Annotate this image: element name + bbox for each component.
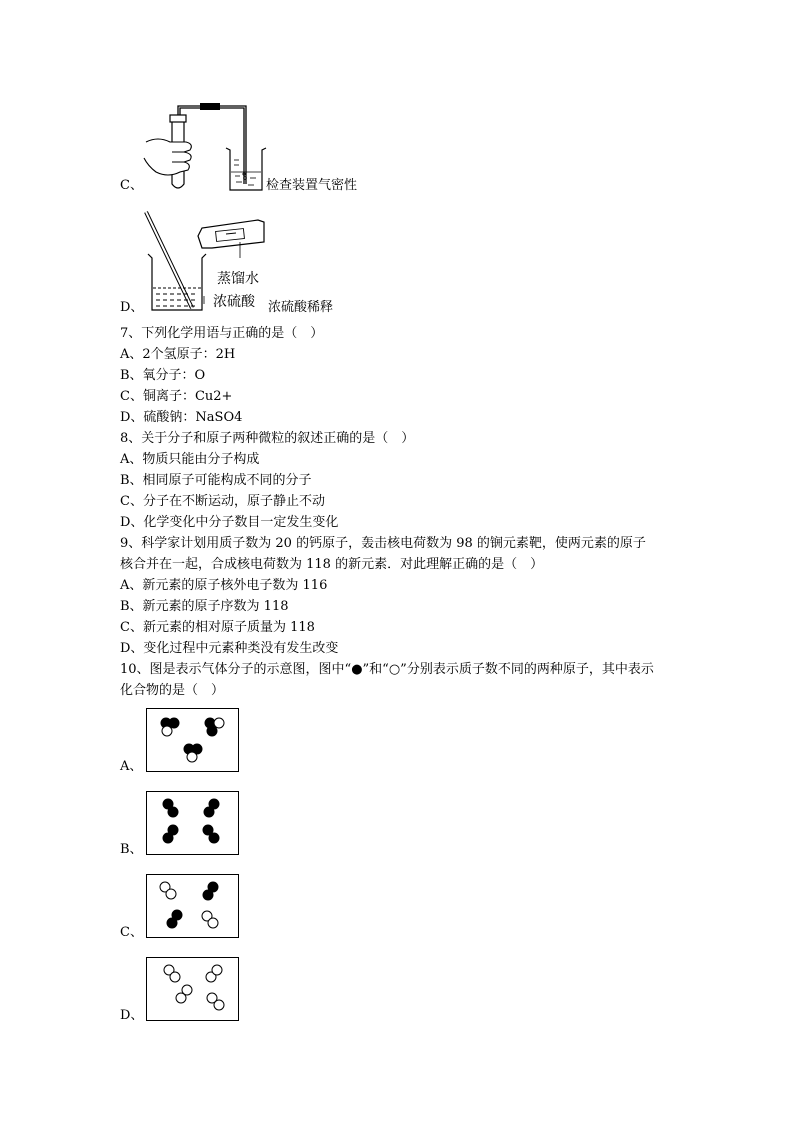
q10-option-d-diagram[interactable] [146, 957, 239, 1021]
q10-option-c-label[interactable]: C、 [120, 925, 143, 940]
q8-option-c[interactable]: C、分子在不断运动，原子静止不动 [120, 494, 325, 509]
q10-option-a-diagram[interactable] [146, 708, 239, 772]
q9-option-d[interactable]: D、变化过程中元素种类没有发生改变 [120, 641, 339, 656]
q8-option-d[interactable]: D、化学变化中分子数目一定发生变化 [120, 515, 339, 530]
molecule-diagram-d [147, 958, 240, 1022]
molecule-diagram-a [147, 709, 240, 773]
q10-option-a-label[interactable]: A、 [120, 759, 143, 774]
q9-option-b[interactable]: B、新元素的原子序数为 118 [120, 599, 289, 614]
q6-option-d-caption: 浓硫酸稀释 [268, 300, 334, 315]
q9-stem-line-1: 9、科学家计划用质子数为 20 的钙原子，轰击核电荷数为 98 的锎元素靶，使两元素的原子 [120, 536, 646, 551]
q6-option-c-label: C、 [120, 178, 143, 193]
q6-option-d-water-label: 蒸馏水 [217, 271, 259, 287]
q7-stem: 7、下列化学用语与正确的是（ ） [120, 326, 324, 341]
molecule-diagram-c [147, 875, 240, 939]
q7-option-a[interactable]: A、2个氢原子：2H [120, 347, 236, 362]
q9-option-c[interactable]: C、新元素的相对原子质量为 118 [120, 620, 315, 635]
q6-option-c-caption: 检查装置气密性 [266, 178, 358, 193]
q10-option-b-label[interactable]: B、 [120, 842, 143, 857]
q8-option-a[interactable]: A、物质只能由分子构成 [120, 452, 260, 467]
q8-stem: 8、关于分子和原子两种微粒的叙述正确的是（ ） [120, 431, 415, 446]
q9-option-a[interactable]: A、新元素的原子核外电子数为 116 [120, 578, 328, 593]
q10-option-b-diagram[interactable] [146, 791, 239, 855]
q10-stem-line-1: 10、图是表示气体分子的示意图，图中“●”和“○”分别表示质子数不同的两种原子，其中表示 [120, 662, 654, 677]
q9-stem-line-2: 核合并在一起，合成核电荷数为 118 的新元素．对此理解正确的是（ ） [120, 557, 544, 572]
q7-option-c[interactable]: C、铜离子：Cu2+ [120, 389, 233, 404]
q10-option-c-diagram[interactable] [146, 874, 239, 938]
molecule-diagram-b [147, 792, 240, 856]
q6-option-d-label: D、 [120, 300, 144, 315]
q7-option-b[interactable]: B、氧分子：O [120, 368, 206, 383]
q10-stem-line-2: 化合物的是（ ） [120, 683, 225, 698]
q8-option-b[interactable]: B、相同原子可能构成不同的分子 [120, 473, 312, 488]
q6-option-d-acid-label: 浓硫酸 [213, 294, 255, 310]
q10-option-d-label[interactable]: D、 [120, 1008, 144, 1023]
q7-option-d[interactable]: D、硫酸钠：NaSO4 [120, 410, 243, 425]
